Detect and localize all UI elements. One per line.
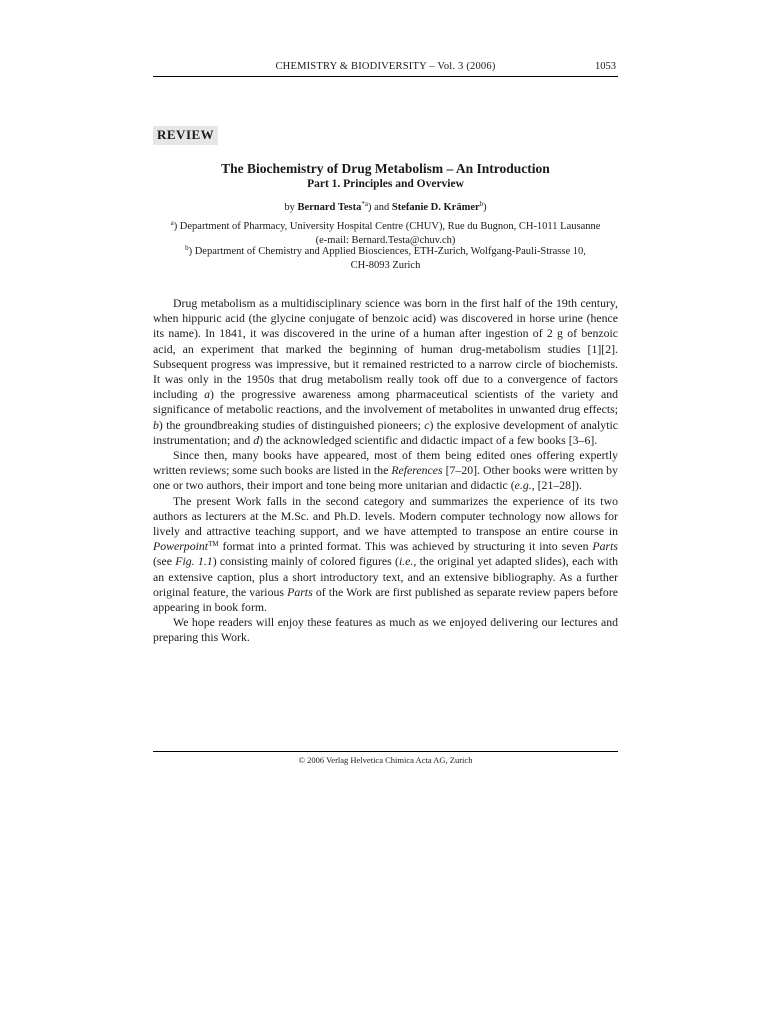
- paragraph: We hope readers will enjoy these features as much as we enjoyed delivering our lectures and preparing this Work.: [153, 615, 618, 645]
- section-label: REVIEW: [153, 126, 218, 145]
- affiliation-a: [153, 220, 618, 248]
- affiliation-mark: b: [185, 244, 189, 252]
- affiliation-line: $^a$) Department of Pharmacy, University Hospital Centre (CHUV), Rue du Bugnon, CH-1011 Lausanne: [170, 219, 601, 232]
- article-body: [153, 296, 618, 646]
- article-title: The Biochemistry of Drug Metabolism – An Introduction: [221, 161, 550, 176]
- paragraph: Drug metabolism as a multidisciplinary science was born in the first half of the 19th century, when hippuric acid (the glycine conjugate of benzoic acid) was discovered in horse urine (hence its name). In 1841, it was discovered in the urine of a human after ingestion of 2 g of benzoic acid, an experiment that marked the beginning of human drug-metabolism studies [1][2]. Subsequent progress was impressive, but it remained restricted to a narrow circle of biochemists. It was only in the 1950s that drug metabolism really took off due to a convergence of factors including a) the progressive awareness among pharmaceutical scientists of the variety and significance of metabolic reactions, and the involvement of metabolites in unwanted drug effects; b) the groundbreaking studies of distinguished pioneers; c) the explosive development of analytic instrumentation; and d) the acknowledged scientific and didactic impact of a few books [3–6].: [153, 296, 619, 447]
- author-mark: b: [479, 200, 484, 208]
- affiliation-mark: a: [170, 219, 174, 227]
- affiliation-b: [153, 245, 618, 273]
- paragraph: The present Work falls in the second category and summarizes the experience of its two authors as lecturers at the M.Sc. and Ph.D. levels. Modern computer technology now allows for lively and attractive teaching support, and we have attempted to transpose an entire course in Powerpoint™ format into a printed format. This was achieved by structuring it into seven Parts (see Fig. 1.1) consisting mainly of colored figures (i.e., the original yet adapted slides), each with an extensive caption, plus a short introductory text, and an extensive bibliography. As a further original feature, the various Parts of the Work are first published as separate review papers before appearing in book form.: [153, 493, 618, 615]
- author-name: Stefanie D. Krämer: [391, 202, 480, 213]
- page-number: 1053: [595, 61, 616, 72]
- author-prefix: by: [284, 202, 295, 213]
- affiliation-line: $^b$) Department of Chemistry and Applied Biosciences, ETH-Zurich, Wolfgang-Pauli-Strasse 10,: [185, 244, 586, 257]
- footer-divider: [153, 751, 618, 752]
- paragraph: Since then, many books have appeared, most of them being edited ones offering expertly written reviews; some such books are listed in the References [7–20]. Other books were written by one or two authors, their import and tone being more unitarian and didactic (e.g., [21–28]).: [153, 448, 618, 493]
- affiliation-line: CH-8093 Zurich: [350, 260, 421, 271]
- copyright-notice: © 2006 Verlag Helvetica Chimica Acta AG, Zurich: [298, 755, 473, 765]
- affiliation-email: (e-mail: Bernard.Testa@chuv.ch): [315, 235, 456, 246]
- running-header: [153, 58, 618, 77]
- article-subtitle: Part 1. Principles and Overview: [307, 178, 464, 190]
- author-conjunction: and: [374, 202, 390, 213]
- author-mark: *a: [361, 200, 368, 208]
- author-line: by Bernard Testa$^{*a}$) and Stefanie D. Krämer$^b$): [284, 200, 487, 213]
- journal-title: CHEMISTRY & BIODIVERSITY – Vol. 3 (2006): [275, 61, 496, 72]
- author-name: Bernard Testa: [297, 202, 362, 213]
